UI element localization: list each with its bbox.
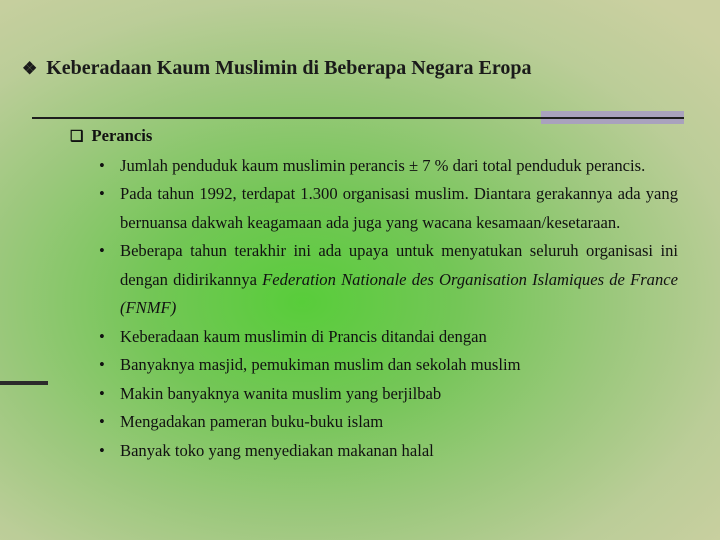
- diamond-bullet-icon: ❖: [22, 59, 38, 78]
- list-item: [99, 380, 678, 409]
- section-label: Perancis: [91, 126, 153, 145]
- list-item-text: Pada tahun 1992, terdapat 1.300 organisasi muslim. Diantara gerakannya ada yang bernuansa dakwah keagamaan ada juga yang wacana kesamaan/kesetaraan.: [120, 184, 678, 232]
- list-item: [99, 152, 678, 181]
- bullet-dot-icon: •: [99, 383, 105, 403]
- slide-title-text: Keberadaan Kaum Muslimin di Beberapa Negara Eropa: [46, 57, 532, 79]
- list-item-text: Banyak toko yang menyediakan makanan halal: [120, 440, 434, 460]
- bullet-list: [70, 152, 678, 466]
- list-item: [99, 180, 678, 237]
- list-item-text: Keberadaan kaum muslimin di Prancis ditandai dengan: [120, 326, 487, 346]
- bullet-dot-icon: •: [99, 241, 105, 260]
- section-heading: [70, 122, 678, 152]
- square-bullet-icon: ❑: [70, 129, 84, 145]
- list-item: [99, 437, 678, 466]
- bullet-dot-icon: •: [99, 355, 105, 374]
- list-item: [99, 237, 678, 323]
- list-item-text: Jumlah penduduk kaum muslimin perancis ± 7 % dari total penduduk perancis.: [120, 155, 646, 175]
- list-item: [99, 351, 678, 380]
- bullet-dot-icon: •: [99, 184, 105, 203]
- slide-content: [70, 122, 678, 465]
- bullet-dot-icon: •: [99, 440, 105, 460]
- list-item-text: Makin banyaknya wanita muslim yang berjilbab: [120, 383, 442, 403]
- bullet-dot-icon: •: [99, 326, 105, 346]
- list-item-text-plain: Beberapa tahun terakhir ini ada upaya untuk menyatukan seluruh organisasi ini dengan didirikannya: [120, 241, 678, 289]
- title-divider: [32, 117, 684, 119]
- list-item-text: Mengadakan pameran buku-buku islam: [120, 412, 384, 431]
- bullet-dot-icon: •: [99, 155, 105, 175]
- list-item-text: Banyaknya masjid, pemukiman muslim dan sekolah muslim: [120, 355, 521, 374]
- bullet-dot-icon: •: [99, 412, 105, 431]
- list-item: [99, 323, 678, 352]
- list-item-text-italic: Federation Nationale des Organisation Islamiques de France (FNMF): [120, 269, 678, 317]
- left-accent-line: [0, 381, 48, 385]
- slide-title: [22, 57, 702, 80]
- list-item: [99, 408, 678, 437]
- list-item-text: [120, 237, 678, 323]
